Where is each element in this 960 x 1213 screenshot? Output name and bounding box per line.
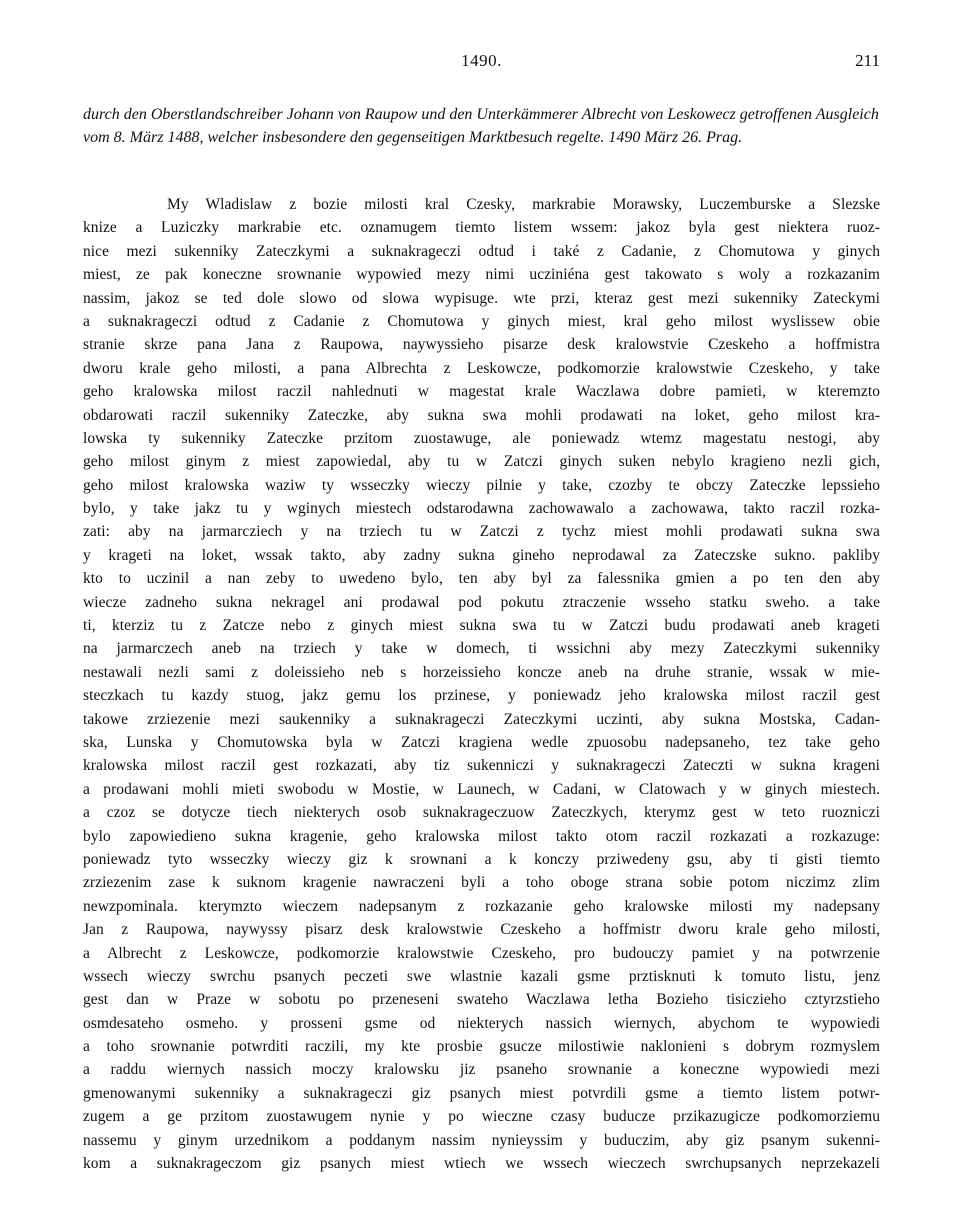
body-line: wiecze zadneho sukna nekragel ani prodawal pod pokutu ztraczenie wsseho statku sweho. a take bbox=[83, 593, 880, 611]
body-line: bylo zapowiedieno sukna kragenie, geho kralowska milost takto otom raczil rozkazati a rozkazuge: bbox=[83, 827, 880, 845]
body-line: miest, ze pak koneczne srownanie wypowied mezy nimi ucziniéna gest takowato s woly a rozkazanim bbox=[83, 266, 880, 284]
body-line: gmenowanymi sukenniky a suknakrageczi giz psanych miest potvrdili gsme a tiemto listem potwr- bbox=[83, 1084, 880, 1102]
body-line: Jan z Raupowa, naywyssy pisarz desk kralowstwie Czeskeho a hoffmistr dworu krale geho milosti, bbox=[83, 921, 880, 939]
body-line: knize a Luziczky markrabie etc. oznamugem tiemto listem wssem: jakoz byla gest niektera ruoz- bbox=[83, 219, 880, 237]
body-line: dworu krale geho milosti, a pana Albrechta z Leskowcze, podkomorzie kralowstwie Czeskeho, y take bbox=[83, 359, 880, 377]
body-line: na jarmarczech aneb na trziech y take w domech, ti wssichni aby mezy Zateczkymi sukenniky bbox=[83, 640, 880, 658]
page-header bbox=[83, 51, 880, 77]
body-line: ska, Lunska y Chomutowska byla w Zatczi kragiena wedle zpuosobu nadepsaneho, tez take geho bbox=[83, 733, 880, 751]
body-line: geho milost ginym z miest zapowiedal, aby tu w Zatczi ginych suken nebylo kragieno nezli gich, bbox=[83, 453, 880, 471]
body-line: osmdesateho osmeho. y prosseni gsme od niekterych nassich wiernych, abychom te wypowiedi bbox=[83, 1014, 880, 1032]
document-body bbox=[83, 193, 880, 1175]
body-line: wssech wieczy swrchu psanych peczeti swe wlastnie kazali gsme prztisknuti k tomuto listu, jenz bbox=[83, 967, 880, 985]
document-abstract: durch den Oberstlandschreiber Johann von Raupow und den Unterkämmerer Albrecht von Leskowecz getroffenen Ausgleich vom 8. März 1488, welcher insbesondere den gegenseitigen Marktbesuch regelte. 1490 März 26. Prag. bbox=[83, 106, 879, 147]
body-line: kto to uczinil a nan zeby to uwedeno bylo, ten aby byl za falessnika gmien a po ten den aby bbox=[83, 570, 880, 588]
running-head-year: 1490. bbox=[461, 51, 502, 70]
body-line: steczkach tu kazdy stuog, jakz gemu los przinese, y poniewadz jeho kralowska milost raczil gest bbox=[83, 687, 880, 705]
body-line: nassim, jakoz se ted dole slowo od slowa wypisuge. wte przi, kteraz gest mezi sukenniky Zateckymi bbox=[83, 289, 880, 307]
body-line: a suknakrageczi odtud z Cadanie z Chomutowa y ginych miest, kral geho milost wyslissew obie bbox=[83, 312, 880, 330]
body-line: y krageti na loket, wssak takto, aby zadny sukna gineho neprodawal za Zateczske sukno. pakliby bbox=[83, 546, 880, 564]
body-line: gest dan w Praze w sobotu po przeneseni swateho Waczlawa letha Bozieho tisiczieho cztyrzstieho bbox=[83, 991, 880, 1009]
body-line: nassemu y ginym urzednikom a poddanym nassim nynieyssim y buduczim, aby giz psanym sukenni- bbox=[83, 1131, 880, 1149]
body-line: a Albrecht z Leskowcze, podkomorzie kralowstwie Czeskeho, pro budouczy pamiet y na potwrzenie bbox=[83, 944, 880, 962]
body-line: geho milost kralowska waziw ty wsseczky wieczy pilnie y take, czozby te obczy Zateczke lepssieho bbox=[83, 476, 880, 494]
body-line: a raddu wiernych nassich moczy kralowsku jiz psaneho srownanie a koneczne wypowiedi mezi bbox=[83, 1061, 880, 1079]
body-line: zati: aby na jarmarcziech y na trziech tu w Zatczi z tychz miest mohli prodawati sukna swa bbox=[83, 523, 880, 541]
body-line: poniewadz tyto wsseczky wieczy giz k srownani a k konczy prziwedeny gsu, aby ti gisti tiemto bbox=[83, 850, 880, 868]
body-line: zugem a ge przitom zuostawugem nynie y po wieczne czasy buducze przikazugicze podkomorziemu bbox=[83, 1108, 880, 1126]
body-line: a prodawani mohli mieti swobodu w Mostie, w Launech, w Cadani, w Clatowach y w ginych miestech. bbox=[83, 780, 880, 798]
body-line: ti, kterziz tu z Zatcze nebo z ginych miest sukna swa tu w Zatczi budu prodawati aneb krageti bbox=[83, 617, 880, 635]
page-number: 211 bbox=[855, 51, 880, 70]
body-line: geho kralowska milost raczil nahlednuti w magestat krale Waczlawa dobre pamieti, w kteremzto bbox=[83, 383, 880, 401]
body-line: obdarowati raczil sukenniky Zateczke, aby sukna swa mohli prodawati na loket, geho milost kra- bbox=[83, 406, 880, 424]
body-line: bylo, y take jakz tu y wginych miestech odstarodawna zachowawalo a zachowawa, takto raczil rozka- bbox=[83, 500, 880, 518]
body-line: takowe zrziezenie mezi saukenniky a suknakrageczi Zateczkymi uczinti, aby sukna Mostska, Cadan- bbox=[83, 710, 880, 728]
body-line: kralowska milost raczil gest rozkazati, aby tiz sukenniczi y suknakrageczi Zateczti w sukna krageni bbox=[83, 757, 880, 775]
body-line: a toho srownanie potwrditi raczili, my kte prosbie gsucze milostiwie naklonieni s dobrym rozmyslem bbox=[83, 1038, 880, 1056]
body-line: newzpominala. kterymzto wieczem nadepsanym z rozkazanie geho kralowske milosti my nadepsany bbox=[83, 897, 880, 915]
body-line: zrziezenim zase k suknom kragenie nawraczeni byli a toho oboge strana sobie potom niczimz zlim bbox=[83, 874, 880, 892]
body-line: nice mezi sukenniky Zateczkymi a suknakrageczi odtud i také z Cadanie, z Chomutowa y ginych bbox=[83, 242, 880, 260]
body-line: lowska ty sukenniky Zateczke przitom zuostawuge, ale poniewadz wtemz magestatu nestogi, aby bbox=[83, 429, 880, 447]
body-line: stranie skrze pana Jana z Raupowa, naywyssieho pisarze desk kralowstvie Czeskeho a hoffmistra bbox=[83, 336, 880, 354]
body-line: nestawali nezli sami z doleissieho neb s horzeissieho koncze aneb na druhe stranie, wssak w mie- bbox=[83, 663, 880, 681]
body-line: kom a suknakrageczom giz psanych miest wtiech we wssech wieczech swrchupsanych neprzekazeli bbox=[83, 1155, 880, 1173]
body-line: My Wladislaw z bozie milosti kral Czesky, markrabie Morawsky, Luczemburske a Slezske bbox=[167, 196, 880, 213]
body-line: a czoz se dotycze tiech niekterych osob suknakrageczuow Zateczkych, kterymz gest w teto ruozniczi bbox=[83, 804, 880, 822]
